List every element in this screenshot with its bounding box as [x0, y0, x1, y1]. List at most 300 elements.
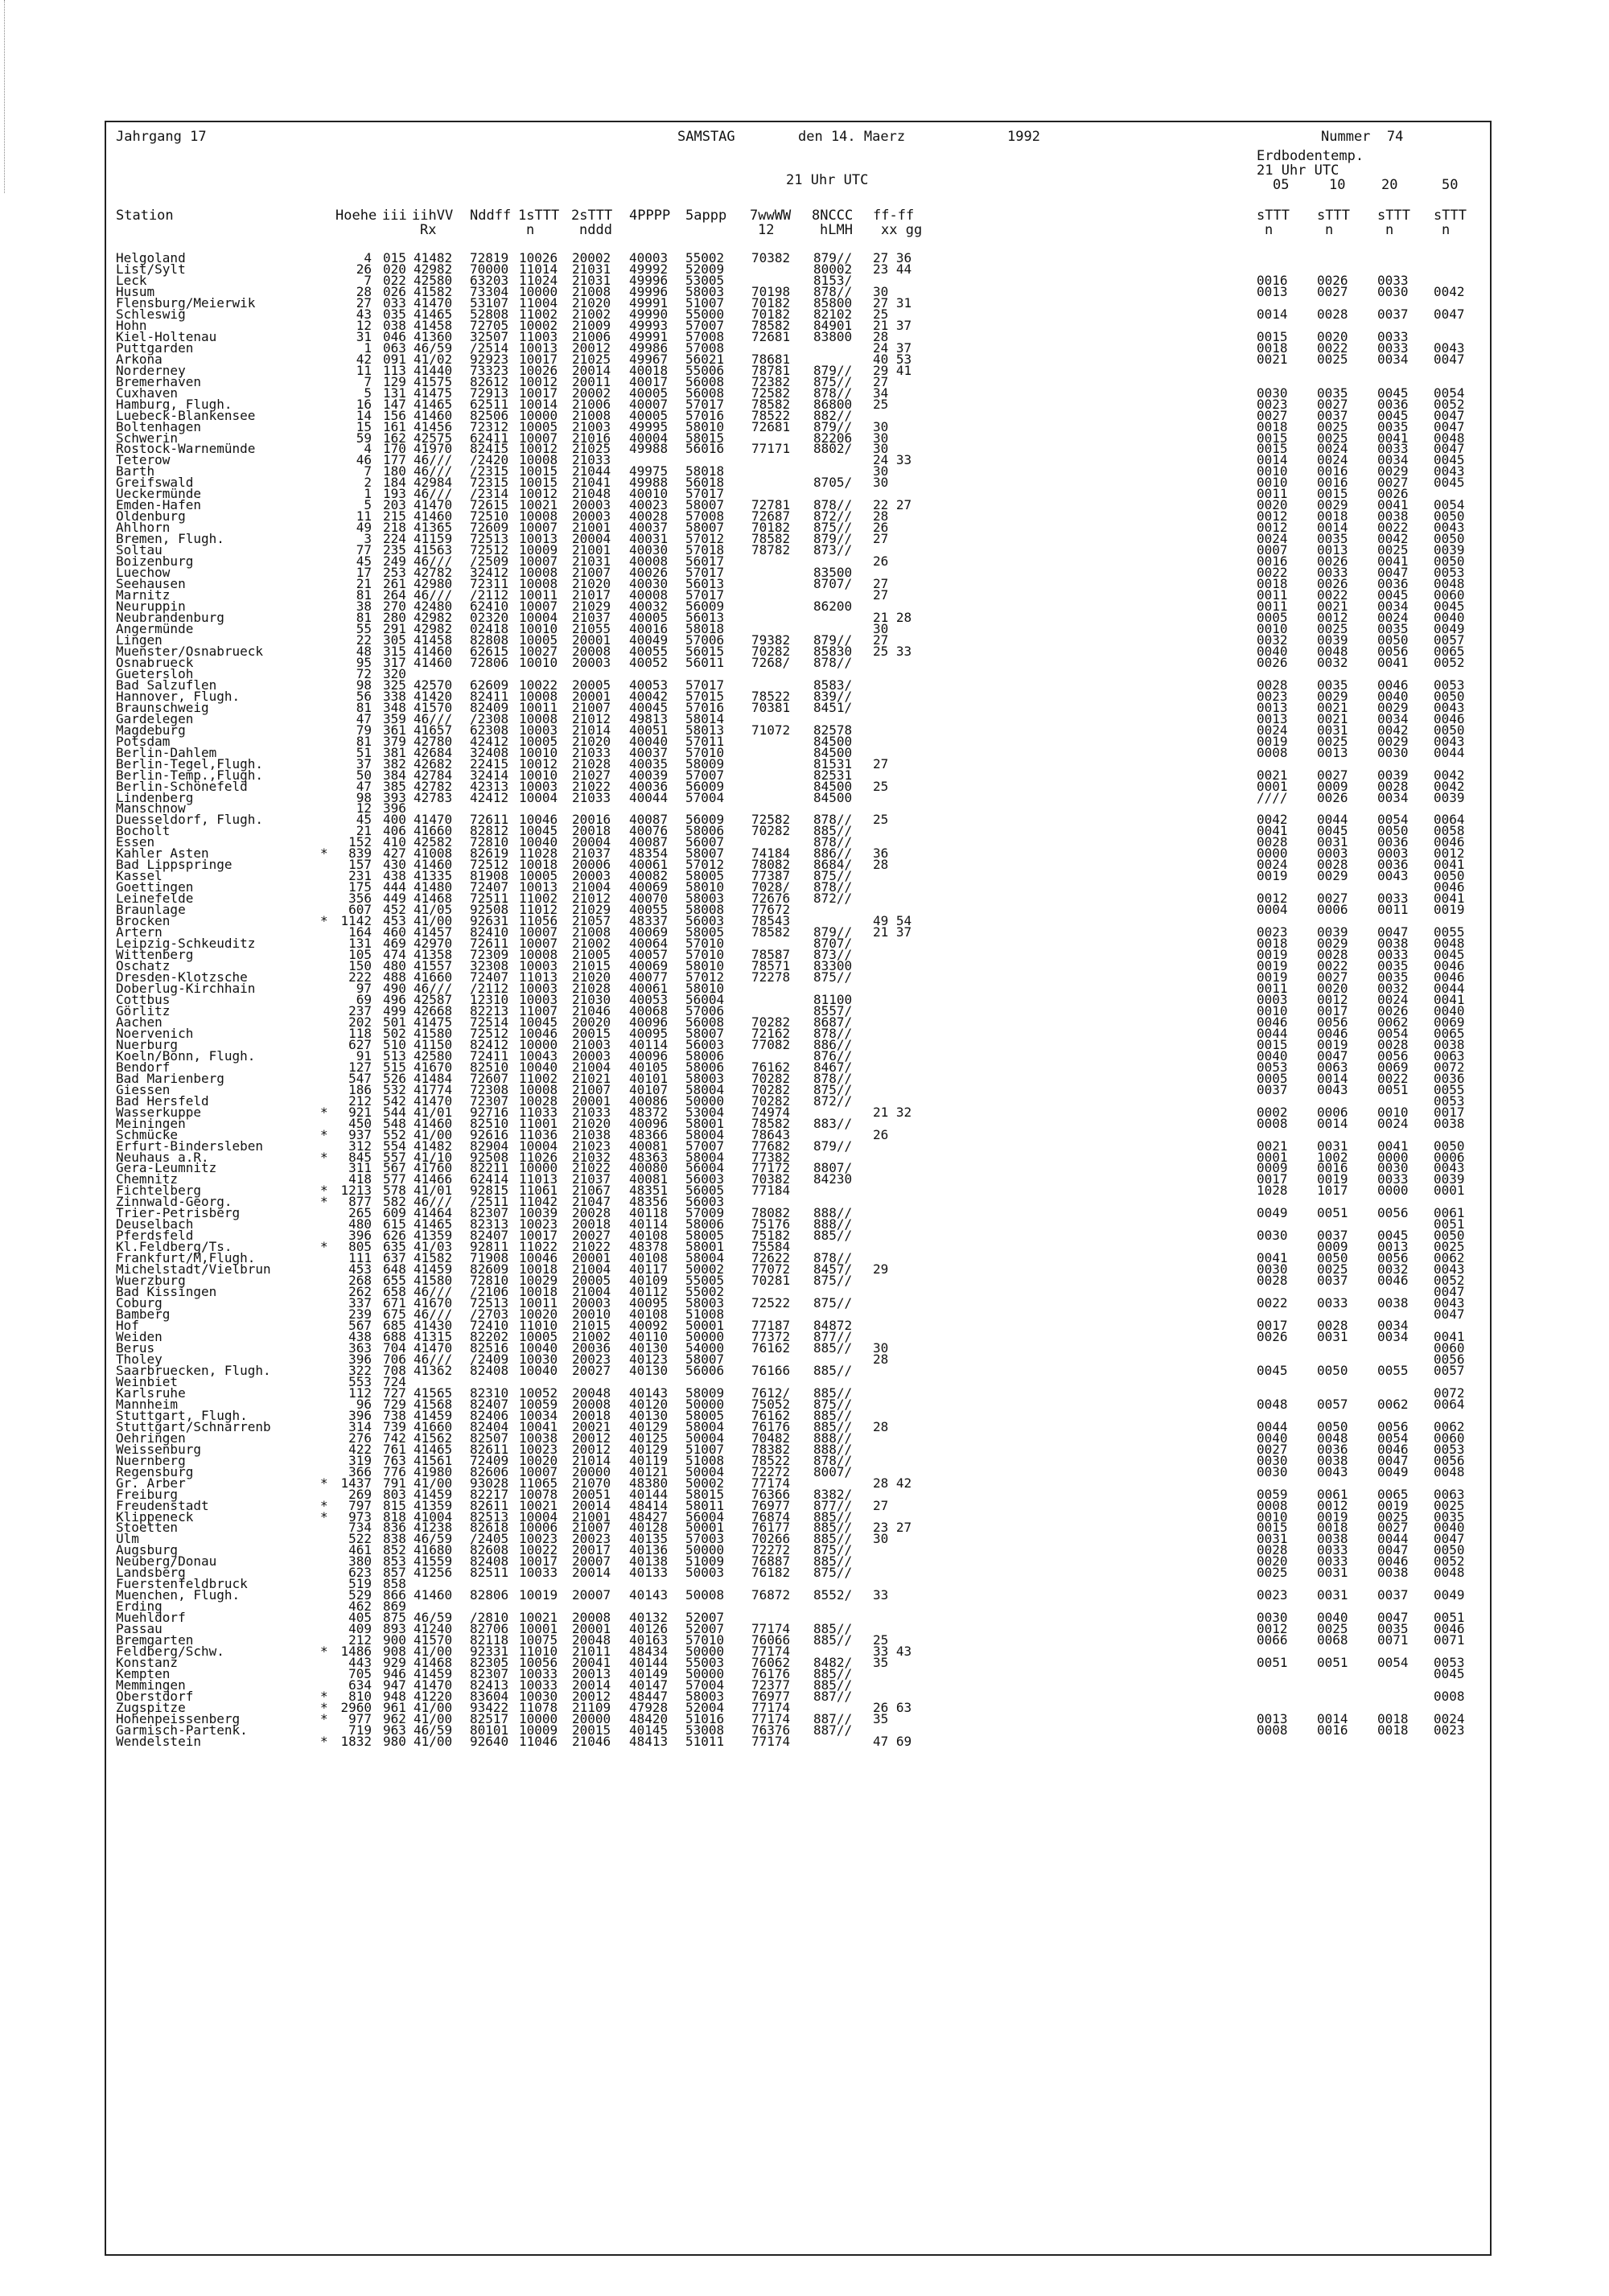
soil-temp-10: 0006 [1317, 1104, 1348, 1120]
soil-temp-20: 0055 [1377, 1362, 1409, 1378]
group-2sTTT: 20002 [572, 250, 611, 265]
group-1sTTT: 11004 [519, 294, 558, 311]
group-Nddff: 72611 [470, 936, 509, 952]
group-Nddff: /2112 [470, 587, 509, 603]
soil-temp-20: 0045 [1377, 1228, 1409, 1244]
station-id: 091 [383, 351, 406, 367]
soil-temp-05: 0027 [1257, 407, 1288, 423]
group-5appp: 58003 [685, 891, 725, 907]
station-height: 977 [348, 1710, 372, 1726]
group-iihVV: 41470 [414, 497, 453, 513]
group-7wwWW: 77171 [751, 441, 791, 457]
group-iihVV: 42982 [414, 610, 453, 625]
group-1sTTT: 11056 [519, 913, 558, 929]
group-iihVV: 42984 [414, 475, 453, 491]
group-7wwWW: 76162 [751, 1059, 791, 1075]
soil-temp-05: 0018 [1257, 339, 1288, 356]
group-4PPPP: 40108 [629, 1228, 669, 1244]
station-id: 430 [383, 857, 406, 873]
station-id: 742 [383, 1430, 406, 1446]
station-name: Cottbus [116, 991, 171, 1007]
group-4PPPP: 40096 [629, 1014, 669, 1030]
group-4PPPP: 48354 [629, 846, 669, 862]
station-name: Berus [116, 1339, 155, 1356]
soil-temp-10: 0009 [1317, 778, 1348, 794]
group-ff-ff: 27 [873, 373, 889, 389]
station-height: 1486 [340, 1644, 372, 1660]
soil-temp-20: 0043 [1377, 868, 1409, 884]
station-height: 627 [348, 1036, 372, 1052]
group-2sTTT: 20028 [572, 1205, 611, 1221]
station-height: 1832 [340, 1733, 372, 1749]
group-7wwWW: 7612/ [751, 1385, 791, 1401]
group-4PPPP: 40061 [629, 980, 669, 996]
group-2sTTT: 21014 [572, 1452, 611, 1468]
group-8NCCC: 885// [813, 1666, 853, 1682]
soil-temp-50: 0023 [1434, 1722, 1465, 1738]
group-2sTTT: 20014 [572, 1497, 611, 1513]
station-id: 637 [383, 1250, 406, 1266]
soil-temp-05: 0012 [1257, 1621, 1288, 1637]
group-Nddff: 42412 [470, 733, 509, 749]
group-1sTTT: 10034 [519, 1407, 558, 1423]
group-iihVV: 41/00 [414, 1126, 453, 1142]
group-8NCCC: 885// [813, 1407, 853, 1423]
station-height: 38 [356, 599, 372, 615]
group-7wwWW: 77187 [751, 1318, 791, 1334]
group-1sTTT: 10008 [519, 710, 558, 726]
group-7wwWW: 70282 [751, 1014, 791, 1030]
mountain-mark: * [320, 913, 328, 929]
group-2sTTT: 21029 [572, 599, 611, 615]
soil-temp-05: 0008 [1257, 744, 1288, 760]
group-7wwWW: 75176 [751, 1216, 791, 1232]
station-height: 567 [348, 1318, 372, 1334]
group-7wwWW: 76162 [751, 1407, 791, 1423]
group-1sTTT: 10005 [519, 418, 558, 434]
station-height: 98 [356, 677, 372, 693]
group-2sTTT: 21001 [572, 542, 611, 558]
station-height: 11 [356, 362, 372, 378]
station-height: 16 [356, 396, 372, 412]
group-1sTTT: 10000 [519, 407, 558, 423]
group-8NCCC: 875// [813, 1396, 853, 1412]
group-4PPPP: 40068 [629, 1002, 669, 1018]
soil-temp-50: 0046 [1434, 958, 1465, 974]
soil-temp-10: 0056 [1317, 1014, 1348, 1030]
soil-temp-50: 0042 [1434, 283, 1465, 299]
group-1sTTT: 10030 [519, 1351, 558, 1367]
station-id: 838 [383, 1531, 406, 1547]
station-id: 035 [383, 306, 406, 322]
table-row [106, 1722, 1490, 1738]
table-row [106, 1373, 1490, 1389]
station-id: 961 [383, 1699, 406, 1715]
group-2sTTT: 21028 [572, 980, 611, 996]
station-id: 946 [383, 1666, 406, 1682]
group-5appp: 56003 [685, 1194, 725, 1210]
group-4PPPP: 40130 [629, 1339, 669, 1356]
group-2sTTT: 21028 [572, 755, 611, 772]
group-iihVV: 41660 [414, 969, 453, 985]
group-1sTTT: 10017 [519, 1553, 558, 1570]
group-iihVV: 46/// [414, 486, 453, 502]
station-name: Hof [116, 1318, 139, 1334]
group-5appp: 55003 [685, 1655, 725, 1671]
group-Nddff: 71908 [470, 1250, 509, 1266]
soil-temp-50: 0057 [1434, 1362, 1465, 1378]
group-iihVV: 41004 [414, 1508, 453, 1524]
station-height: 12 [356, 800, 372, 817]
group-1sTTT: 10041 [519, 1418, 558, 1434]
group-2sTTT: 21007 [572, 1081, 611, 1097]
soil-temp-50: 0050 [1434, 688, 1465, 704]
group-4PPPP: 48337 [629, 913, 669, 929]
group-8NCCC: 872// [813, 1092, 853, 1109]
group-4PPPP: 40057 [629, 947, 669, 963]
group-iihVV: 46/59 [414, 339, 453, 356]
group-5appp: 56013 [685, 610, 725, 625]
station-name: Ahlhorn [116, 520, 171, 536]
station-height: 150 [348, 958, 372, 974]
group-2sTTT: 20027 [572, 1362, 611, 1378]
station-height: 405 [348, 1610, 372, 1626]
soil-temp-20: 0038 [1377, 936, 1409, 952]
group-2sTTT: 20027 [572, 1228, 611, 1244]
group-ff-ff: 47 69 [873, 1733, 912, 1749]
group-iihVV: 41238 [414, 1520, 453, 1536]
soil-temp-05: 0010 [1257, 1002, 1288, 1018]
soil-temp-50: 0048 [1434, 1565, 1465, 1581]
table-row [106, 1666, 1490, 1682]
group-8NCCC: 82206 [813, 430, 853, 446]
group-2sTTT: 21029 [572, 902, 611, 918]
group-4PPPP: 40032 [629, 599, 669, 615]
soil-temp-05: 0013 [1257, 283, 1288, 299]
soil-temp-10: 0016 [1317, 1722, 1348, 1738]
group-2sTTT: 21057 [572, 913, 611, 929]
station-name: Stuttgart, Flugh. [116, 1407, 248, 1423]
soil-temp-05: 0037 [1257, 1081, 1288, 1097]
group-iihVV: 41460 [414, 508, 453, 525]
group-iihVV: 46/// [414, 1194, 453, 1210]
station-height: 462 [348, 1599, 372, 1615]
soil-temp-10: 0025 [1317, 1261, 1348, 1278]
group-8NCCC: 8557/ [813, 1002, 853, 1018]
group-1sTTT: 10004 [519, 1508, 558, 1524]
station-height: 164 [348, 924, 372, 940]
soil-temp-20: 0029 [1377, 463, 1409, 479]
group-ff-ff: 25 [873, 778, 889, 794]
soil-temp-10: 0029 [1317, 688, 1348, 704]
group-4PPPP: 48356 [629, 1194, 669, 1210]
soil-temp-05: 0026 [1257, 654, 1288, 670]
station-id: 499 [383, 1002, 406, 1018]
soil-temp-20: 0033 [1377, 339, 1409, 356]
group-2sTTT: 21041 [572, 475, 611, 491]
group-4PPPP: 40108 [629, 1250, 669, 1266]
soil-temp-05: 0017 [1257, 1171, 1288, 1187]
group-1sTTT: 10007 [519, 936, 558, 952]
station-height: 363 [348, 1339, 372, 1356]
group-4PPPP: 49991 [629, 294, 669, 311]
group-7wwWW: 78782 [751, 542, 791, 558]
group-Nddff: 42412 [470, 789, 509, 805]
soil-temp-50: 0055 [1434, 1081, 1465, 1097]
soil-temp-05: 0019 [1257, 868, 1288, 884]
station-name: Deuselbach [116, 1216, 194, 1232]
station-height: 15 [356, 418, 372, 434]
mountain-mark: * [320, 1508, 328, 1524]
group-1sTTT: 10020 [519, 1452, 558, 1468]
soil-temp-05: 0044 [1257, 1025, 1288, 1041]
group-4PPPP: 40130 [629, 1407, 669, 1423]
group-1sTTT: 10040 [519, 1339, 558, 1356]
station-name: Karlsruhe [116, 1385, 186, 1401]
group-2sTTT: 20001 [572, 688, 611, 704]
group-8NCCC: 879// [813, 632, 853, 648]
station-height: 157 [348, 857, 372, 873]
station-table [106, 250, 1490, 1749]
soil-temp-20: 0035 [1377, 958, 1409, 974]
soil-temp-10: 0029 [1317, 936, 1348, 952]
group-4PPPP: 40044 [629, 789, 669, 805]
group-1sTTT: 10010 [519, 620, 558, 636]
station-name: Ulm [116, 1531, 139, 1547]
table-row [106, 1396, 1490, 1412]
group-7wwWW: 78582 [751, 1115, 791, 1131]
station-height: 50 [356, 767, 372, 783]
group-Nddff: 82407 [470, 1396, 509, 1412]
group-2sTTT: 21044 [572, 463, 611, 479]
group-8NCCC: 877// [813, 1329, 853, 1344]
group-ff-ff: 21 32 [873, 1104, 912, 1120]
group-ff-ff: 28 [873, 1351, 889, 1367]
group-4PPPP: 40086 [629, 1092, 669, 1109]
group-4PPPP: 40109 [629, 1273, 669, 1289]
group-7wwWW: 72582 [751, 385, 791, 401]
soil-temp-10: 0028 [1317, 1318, 1348, 1334]
group-1sTTT: 10008 [519, 1081, 558, 1097]
group-2sTTT: 20008 [572, 643, 611, 659]
soil-temp-20: 0000 [1377, 1183, 1409, 1199]
mountain-mark: * [320, 1239, 328, 1255]
group-iihVV: 41/01 [414, 1104, 453, 1120]
station-name: Essen [116, 834, 155, 850]
group-Nddff: /2314 [470, 486, 509, 502]
soil-temp-05: 0030 [1257, 385, 1288, 401]
group-1sTTT: 10008 [519, 565, 558, 581]
soil-temp-10: 0037 [1317, 1228, 1348, 1244]
group-2sTTT: 20003 [572, 654, 611, 670]
table-row [106, 1362, 1490, 1378]
station-height: 1213 [340, 1183, 372, 1199]
group-5appp: 57010 [685, 744, 725, 760]
group-5appp: 57006 [685, 632, 725, 648]
group-8NCCC: 82531 [813, 767, 853, 783]
group-5appp: 58007 [685, 497, 725, 513]
group-5appp: 57017 [685, 587, 725, 603]
group-2sTTT: 21109 [572, 1699, 611, 1715]
soil-temp-20: 0047 [1377, 1542, 1409, 1558]
soil-temp-10: 0048 [1317, 643, 1348, 659]
group-8NCCC: 84500 [813, 744, 853, 760]
group-8NCCC: 82102 [813, 306, 853, 322]
station-name: Lingen [116, 632, 163, 648]
soil-temp-05: 0011 [1257, 980, 1288, 996]
station-name: Görlitz [116, 1002, 171, 1018]
group-Nddff: 72512 [470, 857, 509, 873]
group-2sTTT: 21007 [572, 699, 611, 715]
station-name: Meiningen [116, 1115, 186, 1131]
station-height: 59 [356, 430, 372, 446]
station-height: 45 [356, 812, 372, 828]
column-header: 7wwWW [750, 208, 792, 224]
soil-temp-10: 0025 [1317, 430, 1348, 446]
group-2sTTT: 20010 [572, 1306, 611, 1323]
soil-temp-05: 0019 [1257, 947, 1288, 963]
soil-temp-20: 0051 [1377, 1081, 1409, 1097]
soil-temp-20: 0033 [1377, 272, 1409, 288]
group-ff-ff: 27 [873, 755, 889, 772]
soil-temp-20: 0025 [1377, 1508, 1409, 1524]
group-Nddff: 32507 [470, 328, 509, 344]
group-iihVV: 41570 [414, 1632, 453, 1648]
soil-temp-50: 0050 [1434, 508, 1465, 525]
soil-temp-10: 0025 [1317, 351, 1348, 367]
group-1sTTT: 10033 [519, 1677, 558, 1693]
station-height: 79 [356, 722, 372, 738]
station-name: Oehringen [116, 1430, 186, 1446]
station-name: Husum [116, 283, 155, 299]
group-2sTTT: 20014 [572, 362, 611, 378]
soil-temp-05: 0013 [1257, 1710, 1288, 1726]
soil-temp-20: 0027 [1377, 1520, 1409, 1536]
group-1sTTT: 11042 [519, 1194, 558, 1210]
station-id: 161 [383, 418, 406, 434]
group-5appp: 58003 [685, 1689, 725, 1704]
group-Nddff: 72407 [470, 969, 509, 985]
soil-temp-50: 0050 [1434, 531, 1465, 547]
group-7wwWW: 72622 [751, 1250, 791, 1266]
station-name: Garmisch-Partenk. [116, 1722, 248, 1738]
group-7wwWW: 77387 [751, 868, 791, 884]
group-ff-ff: 27 [873, 1497, 889, 1513]
group-7wwWW: 70382 [751, 1171, 791, 1187]
group-4PPPP: 49992 [629, 261, 669, 277]
group-4PPPP: 40118 [629, 1205, 669, 1221]
group-Nddff: 72411 [470, 1047, 509, 1064]
table-row [106, 904, 1490, 916]
soil-temp-05: 0015 [1257, 1520, 1288, 1536]
station-id: 577 [383, 1171, 406, 1187]
soil-temp-20: 0054 [1377, 812, 1409, 828]
group-7wwWW: 78522 [751, 688, 791, 704]
soil-temp-10: 0021 [1317, 699, 1348, 715]
station-id: 020 [383, 261, 406, 277]
group-1sTTT: 11010 [519, 1644, 558, 1660]
group-1sTTT: 10022 [519, 1542, 558, 1558]
soil-temp-10: 0012 [1317, 610, 1348, 625]
station-height: 719 [348, 1722, 372, 1738]
soil-temp-10: 0013 [1317, 542, 1348, 558]
group-5appp: 58008 [685, 902, 725, 918]
group-2sTTT: 20012 [572, 1430, 611, 1446]
group-ff-ff: 26 [873, 553, 889, 570]
station-name: Leipzig-Schkeuditz [116, 936, 256, 952]
soil-temp-20: 0036 [1377, 396, 1409, 412]
soil-temp-50: 0012 [1434, 846, 1465, 862]
soil-temp-50: 0043 [1434, 1160, 1465, 1176]
group-2sTTT: 21004 [572, 1284, 611, 1300]
group-7wwWW: 78082 [751, 857, 791, 873]
group-iihVV: 41460 [414, 1587, 453, 1603]
group-iihVV: 41670 [414, 1295, 453, 1311]
group-8NCCC: 887// [813, 1722, 853, 1738]
group-2sTTT: 21017 [572, 587, 611, 603]
group-ff-ff: 29 [873, 1261, 889, 1278]
soil-temp-50: 0045 [1434, 452, 1465, 468]
group-8NCCC: 878// [813, 1250, 853, 1266]
station-height: 3 [364, 531, 372, 547]
station-id: 635 [383, 1239, 406, 1255]
group-4PPPP: 40163 [629, 1632, 669, 1648]
depth-50: 50 [1442, 177, 1459, 193]
group-5appp: 50000 [685, 1644, 725, 1660]
soil-temp-50: 0017 [1434, 1104, 1465, 1120]
station-height: 43 [356, 306, 372, 322]
soil-temp-20: 0011 [1377, 902, 1409, 918]
station-height: 91 [356, 1047, 372, 1064]
group-iihVV: 42587 [414, 991, 453, 1007]
soil-temp-05: 0046 [1257, 1014, 1288, 1030]
soil-temp-05: 0008 [1257, 1497, 1288, 1513]
soil-temp-20: 0056 [1377, 1205, 1409, 1221]
group-8NCCC: 875// [813, 868, 853, 884]
station-name: Berlin-Temp.,Flugh. [116, 767, 264, 783]
group-8NCCC: 885// [813, 1362, 853, 1378]
station-name: Neuruppin [116, 599, 186, 615]
soil-temp-05: 0001 [1257, 778, 1288, 794]
group-5appp: 58004 [685, 1149, 725, 1165]
soil-temp-20: 0026 [1377, 486, 1409, 502]
column-header: sTTT [1257, 208, 1290, 224]
group-iihVV: 41/03 [414, 1239, 453, 1255]
soil-temp-20: 0041 [1377, 553, 1409, 570]
group-4PPPP: 48427 [629, 1508, 669, 1524]
group-iihVV: 41760 [414, 1160, 453, 1176]
group-4PPPP: 40007 [629, 396, 669, 412]
group-7wwWW: 7268/ [751, 654, 791, 670]
group-4PPPP: 40096 [629, 1115, 669, 1131]
group-ff-ff: 49 54 [873, 913, 912, 929]
group-4PPPP: 40069 [629, 879, 669, 895]
group-iihVV: 41470 [414, 812, 453, 828]
station-name: Konstanz [116, 1655, 179, 1671]
group-Nddff: 83604 [470, 1689, 509, 1704]
soil-temp-10: 0017 [1317, 1002, 1348, 1018]
group-2sTTT: 21037 [572, 610, 611, 625]
soil-temp-20: 0045 [1377, 587, 1409, 603]
group-1sTTT: 10002 [519, 317, 558, 333]
soil-temp-05: 0041 [1257, 823, 1288, 839]
group-8NCCC: 885// [813, 1228, 853, 1244]
soil-temp-20: 0034 [1377, 1329, 1409, 1344]
station-height: 396 [348, 1407, 372, 1423]
group-Nddff: 72810 [470, 834, 509, 850]
group-2sTTT: 20004 [572, 834, 611, 850]
group-2sTTT: 20012 [572, 1689, 611, 1704]
